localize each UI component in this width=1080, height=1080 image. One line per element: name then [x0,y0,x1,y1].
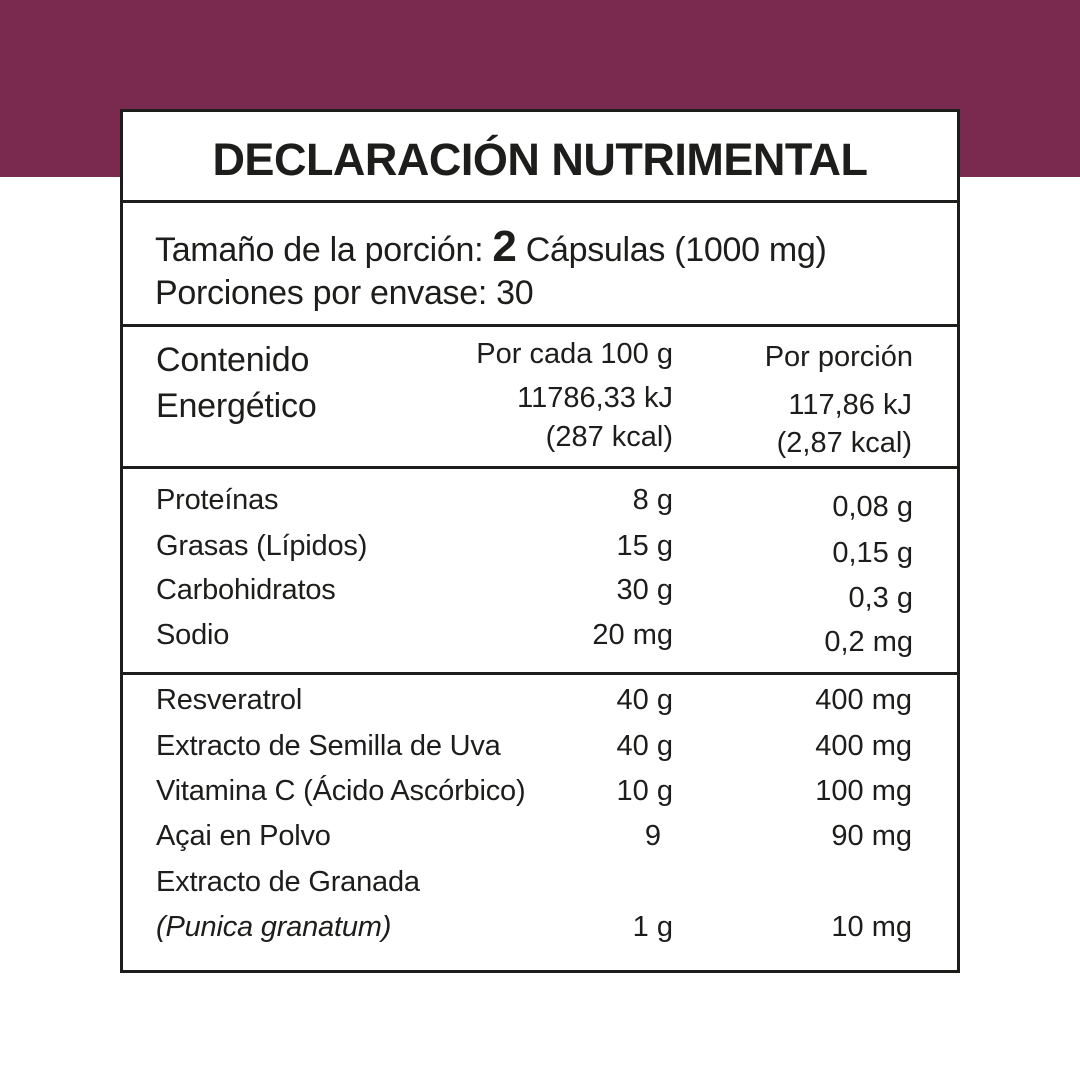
ingredient-name: Extracto de Semilla de Uva [156,730,501,762]
energy-kj-per-serving: 117,86 kJ [788,389,912,421]
servings-per-container: Porciones por envase: 30 [155,274,534,312]
nutrition-facts-panel [120,109,960,973]
ingredient-per-100g: 9 [644,820,661,852]
energy-label-line1: Contenido [156,341,310,379]
energy-label-line2: Energético [156,387,317,425]
divider [123,672,957,675]
ingredient-name: Resveratrol [156,684,303,716]
nutrient-per-serving: 0,3 g [848,582,913,614]
nutrient-per-serving: 0,08 g [832,491,913,523]
nutrient-per-100g: 20 mg [592,619,673,651]
ingredient-per-serving: 400 mg [815,730,912,762]
serving-size-number: 2 [492,222,517,271]
ingredient-name: Açai en Polvo [156,820,331,852]
ingredient-per-100g: 40 g [616,684,673,716]
ingredient-name: Extracto de Granada [156,866,420,898]
col-header-per-100g: Por cada 100 g [476,338,673,370]
nutrient-name: Grasas (Lípidos) [156,530,368,562]
serving-size-label: Tamaño de la porción: [155,231,484,269]
divider [123,466,957,469]
ingredient-per-serving: 100 mg [815,775,912,807]
divider [123,324,957,327]
ingredient-per-100g: 1 g [632,911,673,943]
ingredient-name: Vitamina C (Ácido Ascórbico) [156,775,526,807]
energy-kcal-per-100g: (287 kcal) [545,421,673,453]
nutrient-per-serving: 0,15 g [832,537,913,569]
nutrient-name: Carbohidratos [156,574,336,606]
energy-kcal-per-serving: (2,87 kcal) [776,427,912,459]
ingredient-scientific-name: (Punica granatum) [156,911,392,943]
nutrient-per-100g: 15 g [616,530,673,562]
nutrition-title: DECLARACIÓN NUTRIMENTAL [212,134,868,185]
title-row [123,112,957,203]
ingredient-per-serving: 90 mg [831,820,912,852]
col-header-per-serving: Por porción [764,341,913,373]
energy-kj-per-100g: 11786,33 kJ [517,382,673,414]
ingredient-per-100g: 10 g [616,775,673,807]
nutrient-name: Proteínas [156,484,279,516]
ingredient-per-serving: 10 mg [831,911,912,943]
serving-size-line [155,222,827,271]
nutrient-per-100g: 8 g [632,484,673,516]
ingredient-per-100g: 40 g [616,730,673,762]
nutrient-name: Sodio [156,619,230,651]
ingredient-per-serving: 400 mg [815,684,912,716]
nutrient-per-100g: 30 g [616,574,673,606]
serving-size-unit: Cápsulas (1000 mg) [525,231,827,269]
nutrient-per-serving: 0,2 mg [824,626,913,658]
